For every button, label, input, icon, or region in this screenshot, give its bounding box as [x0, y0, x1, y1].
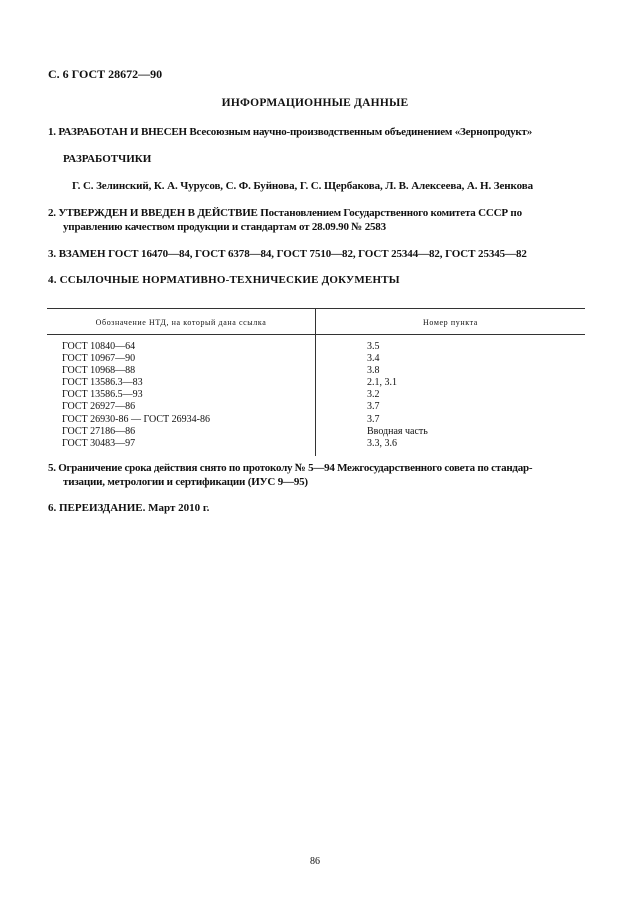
table-cell-document: ГОСТ 27186—86 — [62, 425, 136, 437]
table-row — [47, 365, 585, 377]
table-cell-clause: 3.4 — [367, 353, 380, 365]
table-cell-clause: 3.3, 3.6 — [367, 437, 397, 449]
table-cell-clause: 2.1, 3.1 — [367, 377, 397, 389]
table-body — [47, 341, 585, 450]
developers-label: РАЗРАБОТЧИКИ — [63, 153, 152, 165]
section-4-references: 4. ССЫЛОЧНЫЕ НОРМАТИВНО-ТЕХНИЧЕСКИЕ ДОКУМЕНТЫ — [48, 274, 400, 286]
table-cell-document: ГОСТ 13586.5—93 — [62, 389, 143, 401]
page-title: ИНФОРМАЦИОННЫЕ ДАННЫЕ — [221, 97, 409, 109]
section-6-reissue: 6. ПЕРЕИЗДАНИЕ. Март 2010 г. — [48, 502, 210, 514]
table-cell-document: ГОСТ 26930-86 — ГОСТ 26934-86 — [62, 413, 210, 425]
table-top-rule — [47, 308, 585, 309]
table-header-document: Обозначение НТД, на который дана ссылка — [95, 318, 267, 327]
table-cell-document: ГОСТ 26927—86 — [62, 401, 136, 413]
table-cell-document: ГОСТ 13586.3—83 — [62, 377, 143, 389]
developers-names: Г. С. Зелинский, К. А. Чурусов, С. Ф. Буйнова, Г. С. Щербакова, Л. В. Алексеева, А. Н. Зенкова — [72, 180, 533, 192]
table-row — [47, 389, 585, 401]
table-row — [47, 401, 585, 413]
section-2-approved-line2: управлению качеством продукции и стандартам от 28.09.90 № 2583 — [63, 221, 386, 233]
table-header-rule — [47, 334, 585, 335]
section-3-replaces: 3. ВЗАМЕН ГОСТ 16470—84, ГОСТ 6378—84, ГОСТ 7510—82, ГОСТ 25344—82, ГОСТ 25345—82 — [48, 248, 527, 260]
references-table — [47, 308, 585, 456]
table-row — [47, 341, 585, 353]
table-cell-clause: 3.8 — [367, 365, 380, 377]
table-row — [47, 377, 585, 389]
page-number: 86 — [310, 856, 320, 867]
section-5-limitation-line1: 5. Ограничение срока действия снято по протоколу № 5—94 Межгосударственного совета по стандар- — [48, 462, 533, 474]
section-1-developed: 1. РАЗРАБОТАН И ВНЕСЕН Всесоюзным научно-производственным объединением «Зернопродукт» — [48, 126, 533, 138]
table-row — [47, 438, 585, 450]
table-cell-document: ГОСТ 10840—64 — [62, 341, 136, 352]
table-cell-clause: 3.7 — [367, 401, 380, 413]
table-cell-document: ГОСТ 30483—97 — [62, 437, 136, 449]
table-cell-document: ГОСТ 10968—88 — [62, 365, 136, 377]
table-header-clause: Номер пункта — [423, 318, 478, 327]
table-row — [47, 353, 585, 365]
table-cell-clause: 3.5 — [367, 341, 380, 352]
table-row — [47, 426, 585, 438]
section-2-approved-line1: 2. УТВЕРЖДЕН И ВВЕДЕН В ДЕЙСТВИЕ Постановлением Государственного комитета СССР по — [48, 207, 522, 219]
table-cell-document: ГОСТ 10967—90 — [62, 353, 136, 365]
section-5-limitation-line2: тизации, метрологии и сертификации (ИУС 9—95) — [63, 476, 308, 488]
table-cell-clause: 3.2 — [367, 389, 380, 401]
table-row — [47, 414, 585, 426]
table-cell-clause: Вводная часть — [367, 425, 428, 437]
page-header: С. 6 ГОСТ 28672—90 — [48, 67, 163, 81]
table-cell-clause: 3.7 — [367, 413, 380, 425]
